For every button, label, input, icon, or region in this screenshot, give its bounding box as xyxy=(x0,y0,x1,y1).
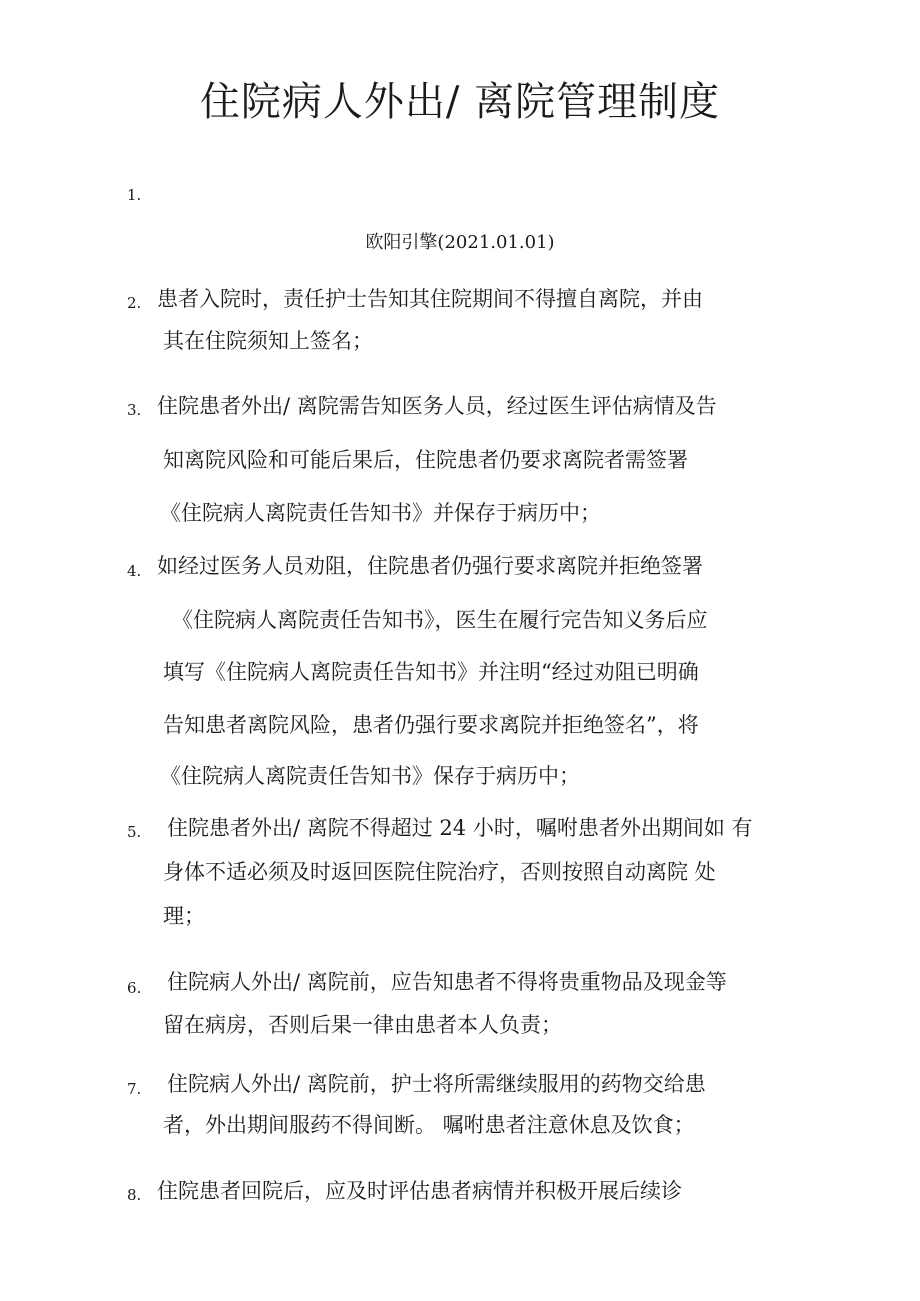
item-3-line-2: 知离院风险和可能后果后，住院患者仍要求离院者需签署 xyxy=(163,448,688,472)
item-4-number: 4. xyxy=(127,562,142,580)
item-7-line-1: 住院病人外出/ 离院前，护士将所需继续服用的药物交给患 xyxy=(167,1072,706,1096)
item-3-line-3: 《住院病人离院责任告知书》并保存于病历中； xyxy=(160,501,601,525)
item-2-line-2: 其在住院须知上签名； xyxy=(163,329,373,353)
item-7-line-2: 者，外出期间服药不得间断。 嘱咐患者注意休息及饮食； xyxy=(163,1113,695,1137)
item-5-line-2: 身体不适必须及时返回医院住院治疗，否则按照自动离院 处 xyxy=(163,860,716,884)
item-8-line-1: 住院患者回院后，应及时评估患者病情并积极开展后续诊 xyxy=(157,1179,682,1203)
item-4-line-3: 填写《住院病人离院责任告知书》并注明“经过劝阻已明确 xyxy=(163,660,699,684)
item-5-line-1: 住院患者外出/ 离院不得超过 24 小时，嘱咐患者外出期间如 有 xyxy=(167,816,753,840)
item-8-number: 8. xyxy=(127,1186,142,1204)
item-6-number: 6. xyxy=(127,979,142,997)
item-7-number: 7. xyxy=(127,1080,142,1098)
item-5-line-3: 理； xyxy=(163,904,205,928)
item-2-line-1: 患者入院时，责任护士告知其住院期间不得擅自离院，并由 xyxy=(157,287,703,311)
author-line: 欧阳引擎(2021.01.01) xyxy=(365,232,555,253)
item-4-line-1: 如经过医务人员劝阻，住院患者仍强行要求离院并拒绝签署 xyxy=(157,554,703,578)
item-5-number: 5. xyxy=(127,823,142,841)
item-4-line-2: 《住院病人离院责任告知书》，医生在履行完告知义务后应 xyxy=(172,608,708,632)
item-6-line-1: 住院病人外出/ 离院前，应告知患者不得将贵重物品及现金等 xyxy=(167,970,727,994)
item-1-number: 1. xyxy=(127,186,142,204)
item-4-line-5: 《住院病人离院责任告知书》保存于病历中； xyxy=(160,764,580,788)
document-title: 住院病人外出/ 离院管理制度 xyxy=(199,79,721,125)
item-6-line-2: 留在病房，否则后果一律由患者本人负责； xyxy=(163,1013,562,1037)
item-3-number: 3. xyxy=(127,401,142,419)
item-3-line-1: 住院患者外出/ 离院需告知医务人员，经过医生评估病情及告 xyxy=(157,394,717,418)
item-2-number: 2. xyxy=(127,294,142,312)
item-4-line-4: 告知患者离院风险，患者仍强行要求离院并拒绝签名”，将 xyxy=(163,713,699,737)
